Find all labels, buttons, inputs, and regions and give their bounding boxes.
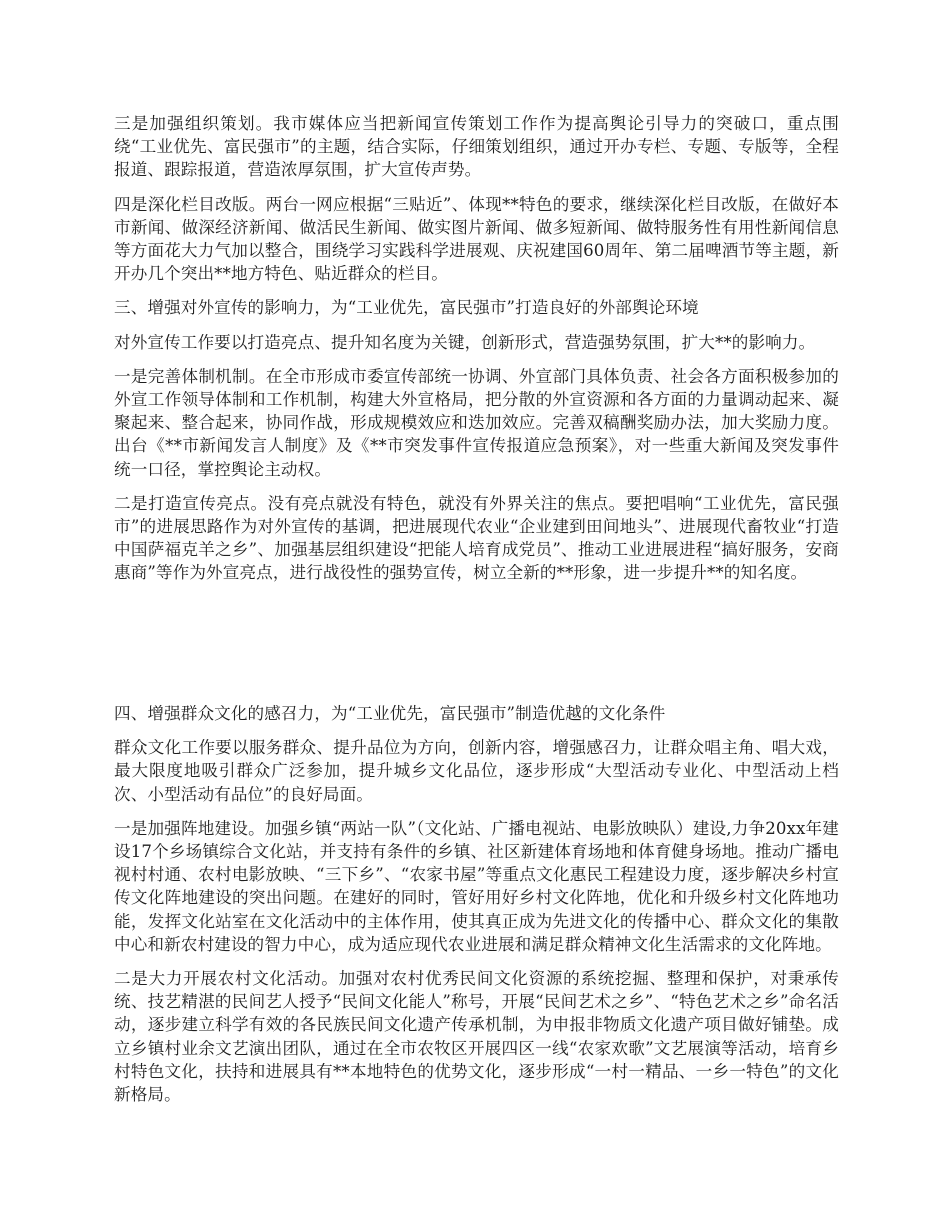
paragraph-organize-planning: 三是加强组织策划。我市媒体应当把新闻宣传策划工作作为提高舆论引导力的突破口，重点围绕“工业优先、富民强市”的主题，结合实际，仔细策划组织，通过开办专栏、专题、专版等，全程报道、跟踪报道，营造浓厚氛围，扩大宣传声势。: [114, 114, 839, 180]
paragraph-external-publicity-intro: 对外宣传工作要以打造亮点、提升知名度为关键，创新形式，营造强势氛围，扩大**的影响力。: [114, 332, 816, 352]
paragraph-mass-culture-intro: 群众文化工作要以服务群众、提升品位为方向，创新内容，增强感召力，让群众唱主角、唱大戏，最大限度地吸引群众广泛参加，提升城乡文化品位，逐步形成“大型活动专业化、中型活动上档次、小型活动有品位”的良好局面。: [114, 738, 839, 804]
paragraph-column-revision: 四是深化栏目改版。两台一网应根据“三贴近”、体现**特色的要求，继续深化栏目改版，在做好本市新闻、做深经济新闻、做活民生新闻、做实图片新闻、做多短新闻、做特服务性有用性新闻信息等方面花大力气加以整合，围绕学习实践科学进展观、庆祝建国60周年、第二届啤酒节等主题，新开办几个突出**地方特色、贴近群众的栏目。: [114, 194, 839, 284]
paragraph-rural-cultural-activities: 二是大力开展农村文化活动。加强对农村优秀民间文化资源的系统挖掘、整理和保护，对秉承传统、技艺精湛的民间艺人授予“民间文化能人”称号，开展“民间艺术之乡”、“特色艺术之乡”命名活动，逐步建立科学有效的各民族民间文化遗产传承机制，为申报非物质文化遗产项目做好铺垫。成立乡镇村业余文艺演出团队，通过在全市农牧区开展四区一线“农家欢歌”文艺展演等活动，培育乡村特色文化，扶持和进展具有**本地特色的优势文化，逐步形成“一村一精品、一乡一特色”的文化新格局。: [114, 969, 839, 1105]
paragraph-improve-mechanism: 一是完善体制机制。在全市形成市委宣传部统一协调、外宣部门具体负责、社会各方面积极参加的外宣工作领导体制和工作机制，构建大外宣格局，把分散的外宣资源和各方面的力量调动起来、凝聚起来、整合起来，协同作战，形成规模效应和迭加效应。完善双稿酬奖励办法，加大奖励力度。出台《**市新闻发言人制度》及《**市突发事件宣传报道应急预案》，对一些重大新闻及突发事件统一口径，掌控舆论主动权。: [114, 366, 839, 479]
document-section-1: [114, 112, 839, 596]
paragraph-publicity-highlights: 二是打造宣传亮点。没有亮点就没有特色，就没有外界关注的焦点。要把唱响“工业优先，富民强市”的进展思路作为对外宣传的基调，把进展现代农业“企业建到田间地头”、进展现代畜牧业“打造中国萨福克羊之乡”、加强基层组织建设“把能人培育成党员”、推动工业进展进程“搞好服务，安商惠商”等作为外宣亮点，进行战役性的强势宣传，树立全新的**形象，进一步提升**的知名度。: [114, 493, 839, 583]
document-section-2: [114, 702, 839, 1117]
paragraph-position-construction: 一是加强阵地建设。加强乡镇“两站一队”（文化站、广播电视站、电影放映队）建设,力争20xx年建设17个乡场镇综合文化站，并支持有条件的乡镇、社区新建体育场地和体育健身场地。推动广播电视村村通、农村电影放映、“三下乡”、“农家书屋”等重点文化惠民工程建设力度，逐步解决乡村宣传文化阵地建设的突出问题。在建好的同时，管好用好乡村文化阵地，优化和升级乡村文化阵地功能，发挥文化站室在文化活动中的主体作用，使其真正成为先进文化的传播中心、群众文化的集散中心和新农村建设的智力中心，成为适应现代农业进展和满足群众精神文化生活需求的文化阵地。: [114, 818, 839, 954]
section-heading-mass-culture: 四、增强群众文化的感召力，为“工业优先，富民强市”制造优越的文化条件: [114, 704, 666, 723]
section-heading-external-publicity: 三、增强对外宣传的影响力，为“工业优先，富民强市”打造良好的外部舆论环境: [114, 298, 699, 318]
